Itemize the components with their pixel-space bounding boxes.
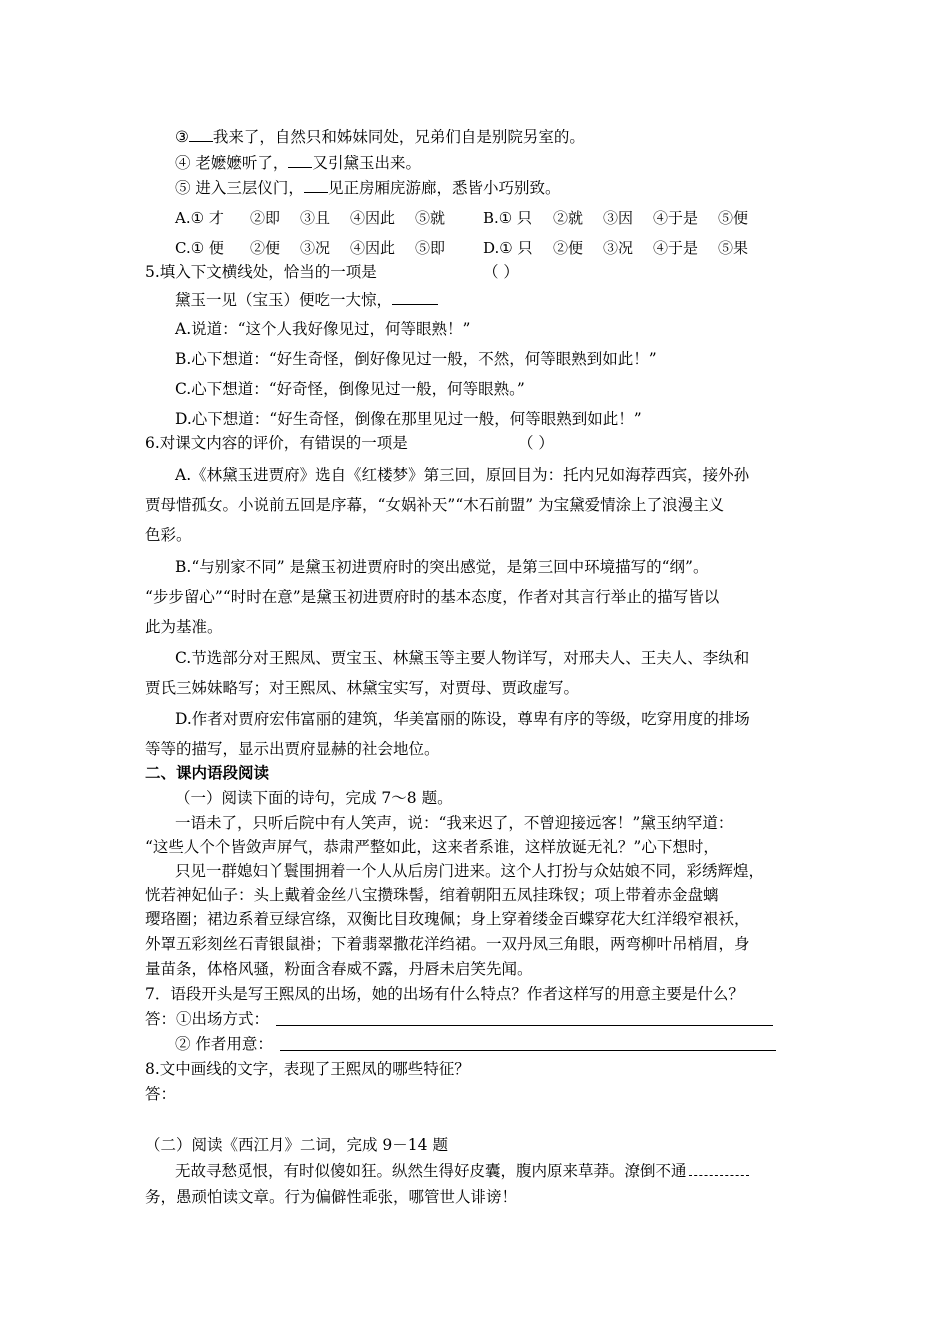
- q4-item-5: ⑤ 进入三层仪门， 见正房厢庑游廊，悉皆小巧别致。: [175, 179, 561, 197]
- q5-option-b: B.心下想道：“好生奇怪，倒好像见过一般，不然，何等眼熟到如此！”: [175, 350, 657, 368]
- q6-stem: 6.对课文内容的评价，有错误的一项是: [145, 434, 408, 452]
- q7-answer-2-line[interactable]: [280, 1049, 776, 1051]
- q7-answer-1-line[interactable]: [276, 1024, 773, 1026]
- q8-stem: 8.文中画线的文字，表现了王熙凤的哪些特征？: [145, 1060, 470, 1078]
- poem-line-2: 务，愚顽怕读文章。行为偏僻性乖张，哪管世人诽谤！: [145, 1188, 518, 1206]
- q7-answer-2-label: ② 作者用意：: [175, 1035, 273, 1053]
- q7-stem: 7．语段开头是写王熙凤的出场，她的出场有什么特点？作者这样写的用意主要是什么？: [145, 985, 744, 1003]
- q4-item-4: ④ 老嬷嬷听了， 又引黛玉出来。: [175, 154, 421, 172]
- q5-option-c: C.心下想道：“好奇怪，倒像见过一般，何等眼熟。”: [175, 380, 525, 398]
- q5-sentence: 黛玉一见（宝玉）便吃一大惊，: [175, 289, 438, 311]
- part1-intro: （一）阅读下面的诗句，完成 7～8 题。: [175, 789, 453, 807]
- q6-paren: （ ）: [518, 434, 554, 452]
- q5-stem: 5.填入下文横线处，恰当的一项是: [145, 263, 377, 281]
- q5-paren: （ ）: [483, 263, 519, 281]
- q8-answer-label: 答：: [145, 1085, 177, 1103]
- q4-item-3: ③ 我来了，自然只和姊妹同处，兄弟们自是别院另室的。: [175, 128, 585, 146]
- q5-option-d: D.心下想道：“好生奇怪，倒像在那里见过一般，何等眼熟到如此！”: [175, 410, 642, 428]
- part2-intro: （二）阅读《西江月》二词，完成 9－14 题: [145, 1136, 448, 1154]
- section-heading: 二、课内语段阅读: [145, 763, 270, 782]
- q5-option-a: A.说道：“这个人我好像见过，何等眼熟！”: [175, 320, 471, 338]
- q7-answer-1-label: 答：①出场方式：: [145, 1010, 270, 1028]
- poem-line-1: 无故寻愁觅恨，有时似傻如狂。纵然生得好皮囊，腹内原来草莽。潦倒不通: [175, 1160, 749, 1182]
